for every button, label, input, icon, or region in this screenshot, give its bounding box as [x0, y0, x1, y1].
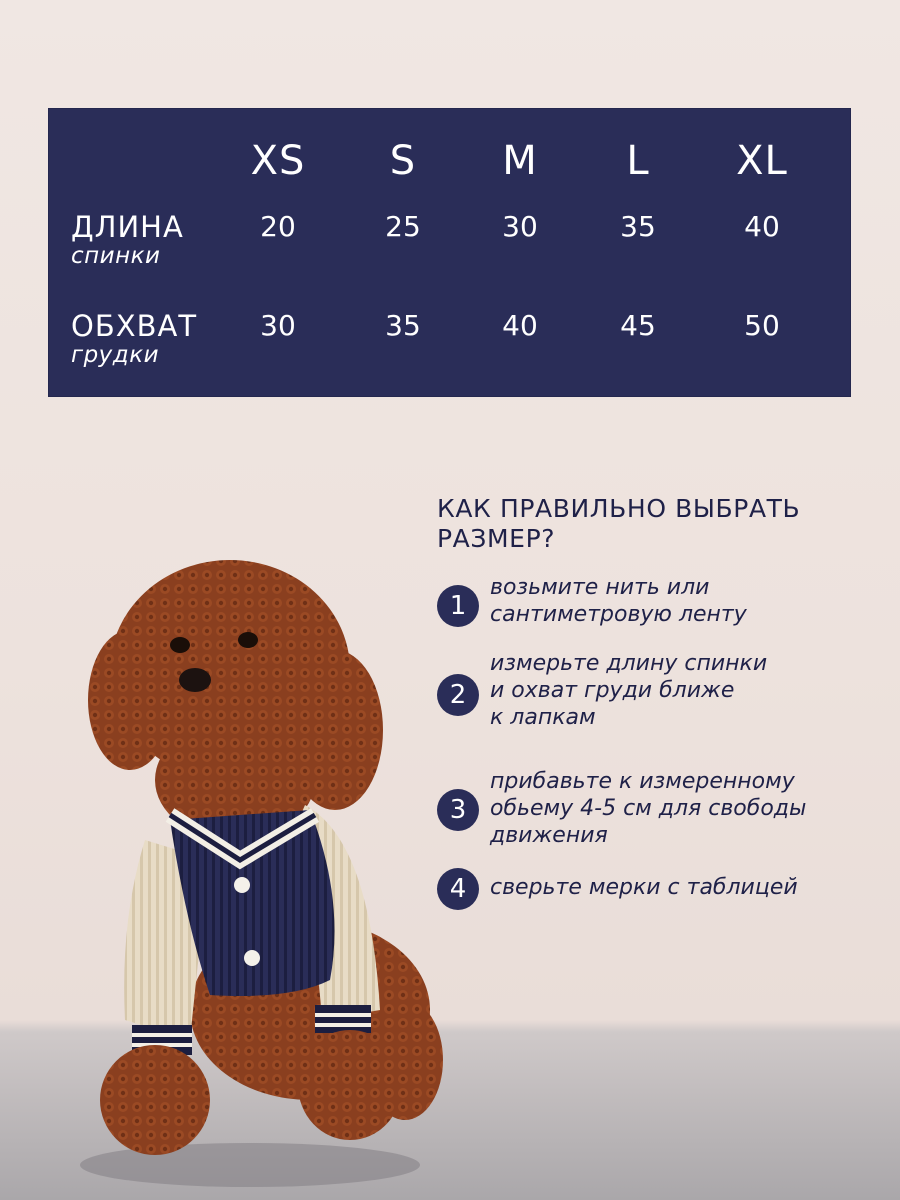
table-cell: 50 — [744, 309, 780, 342]
step-text-line: сверьте мерки с таблицей — [490, 875, 798, 900]
row-label-sub: грудки — [71, 342, 160, 368]
jacket-button — [244, 950, 260, 966]
table-cell: 35 — [620, 210, 656, 243]
table-cell: 45 — [620, 309, 656, 342]
step-text-line: движения — [490, 823, 608, 848]
step-text-line: и охват груди ближе — [490, 678, 735, 703]
step-text-line: к лапкам — [490, 705, 596, 730]
step-text — [490, 768, 880, 849]
size-header-s: S — [389, 138, 417, 184]
table-cell: 35 — [385, 309, 421, 342]
step-text-line: измерьте длину спинки — [490, 651, 768, 676]
step-text — [490, 650, 880, 731]
row-label-main: ОБХВАТ — [71, 309, 198, 343]
row-label-chest — [71, 309, 197, 367]
table-cell: 25 — [385, 210, 421, 243]
row-label-sub: спинки — [71, 243, 161, 269]
table-cell: 30 — [260, 309, 296, 342]
dog-eye-right — [238, 632, 258, 648]
howto-title-line: КАК ПРАВИЛЬНО ВЫБРАТЬ — [437, 494, 801, 523]
table-cell: 30 — [502, 210, 538, 243]
table-cell: 40 — [744, 210, 780, 243]
step-text — [490, 574, 880, 628]
row-label-length — [71, 210, 184, 268]
step-number-badge: 1 — [437, 585, 479, 627]
size-header-l: L — [626, 138, 650, 184]
howto-title — [437, 494, 857, 554]
table-cell: 40 — [502, 309, 538, 342]
dog-photo — [60, 540, 480, 1200]
step-number-badge: 3 — [437, 789, 479, 831]
jacket-button — [234, 877, 250, 893]
step-text-line: обьему 4-5 см для свободы — [490, 796, 807, 821]
jacket-cuff-right — [315, 1005, 371, 1033]
step-text-line: прибавьте к измеренному — [490, 769, 795, 794]
row-label-main: ДЛИНА — [71, 210, 184, 244]
step-text — [490, 874, 880, 901]
dog-hind-leg — [367, 1000, 443, 1120]
step-number-badge: 2 — [437, 674, 479, 716]
step-number-badge: 4 — [437, 868, 479, 910]
step-text-line: сантиметровую ленту — [490, 602, 747, 627]
size-header-xl: XL — [736, 138, 788, 184]
table-cell: 20 — [260, 210, 296, 243]
size-header-xs: XS — [250, 138, 306, 184]
dog-eye-left — [170, 637, 190, 653]
howto-title-line: РАЗМЕР? — [437, 524, 556, 553]
step-text-line: возьмите нить или — [490, 575, 710, 600]
dog-paw-left — [100, 1045, 210, 1155]
size-header-m: M — [502, 138, 538, 184]
dog-nose — [179, 668, 211, 692]
dog-shadow — [80, 1143, 420, 1187]
